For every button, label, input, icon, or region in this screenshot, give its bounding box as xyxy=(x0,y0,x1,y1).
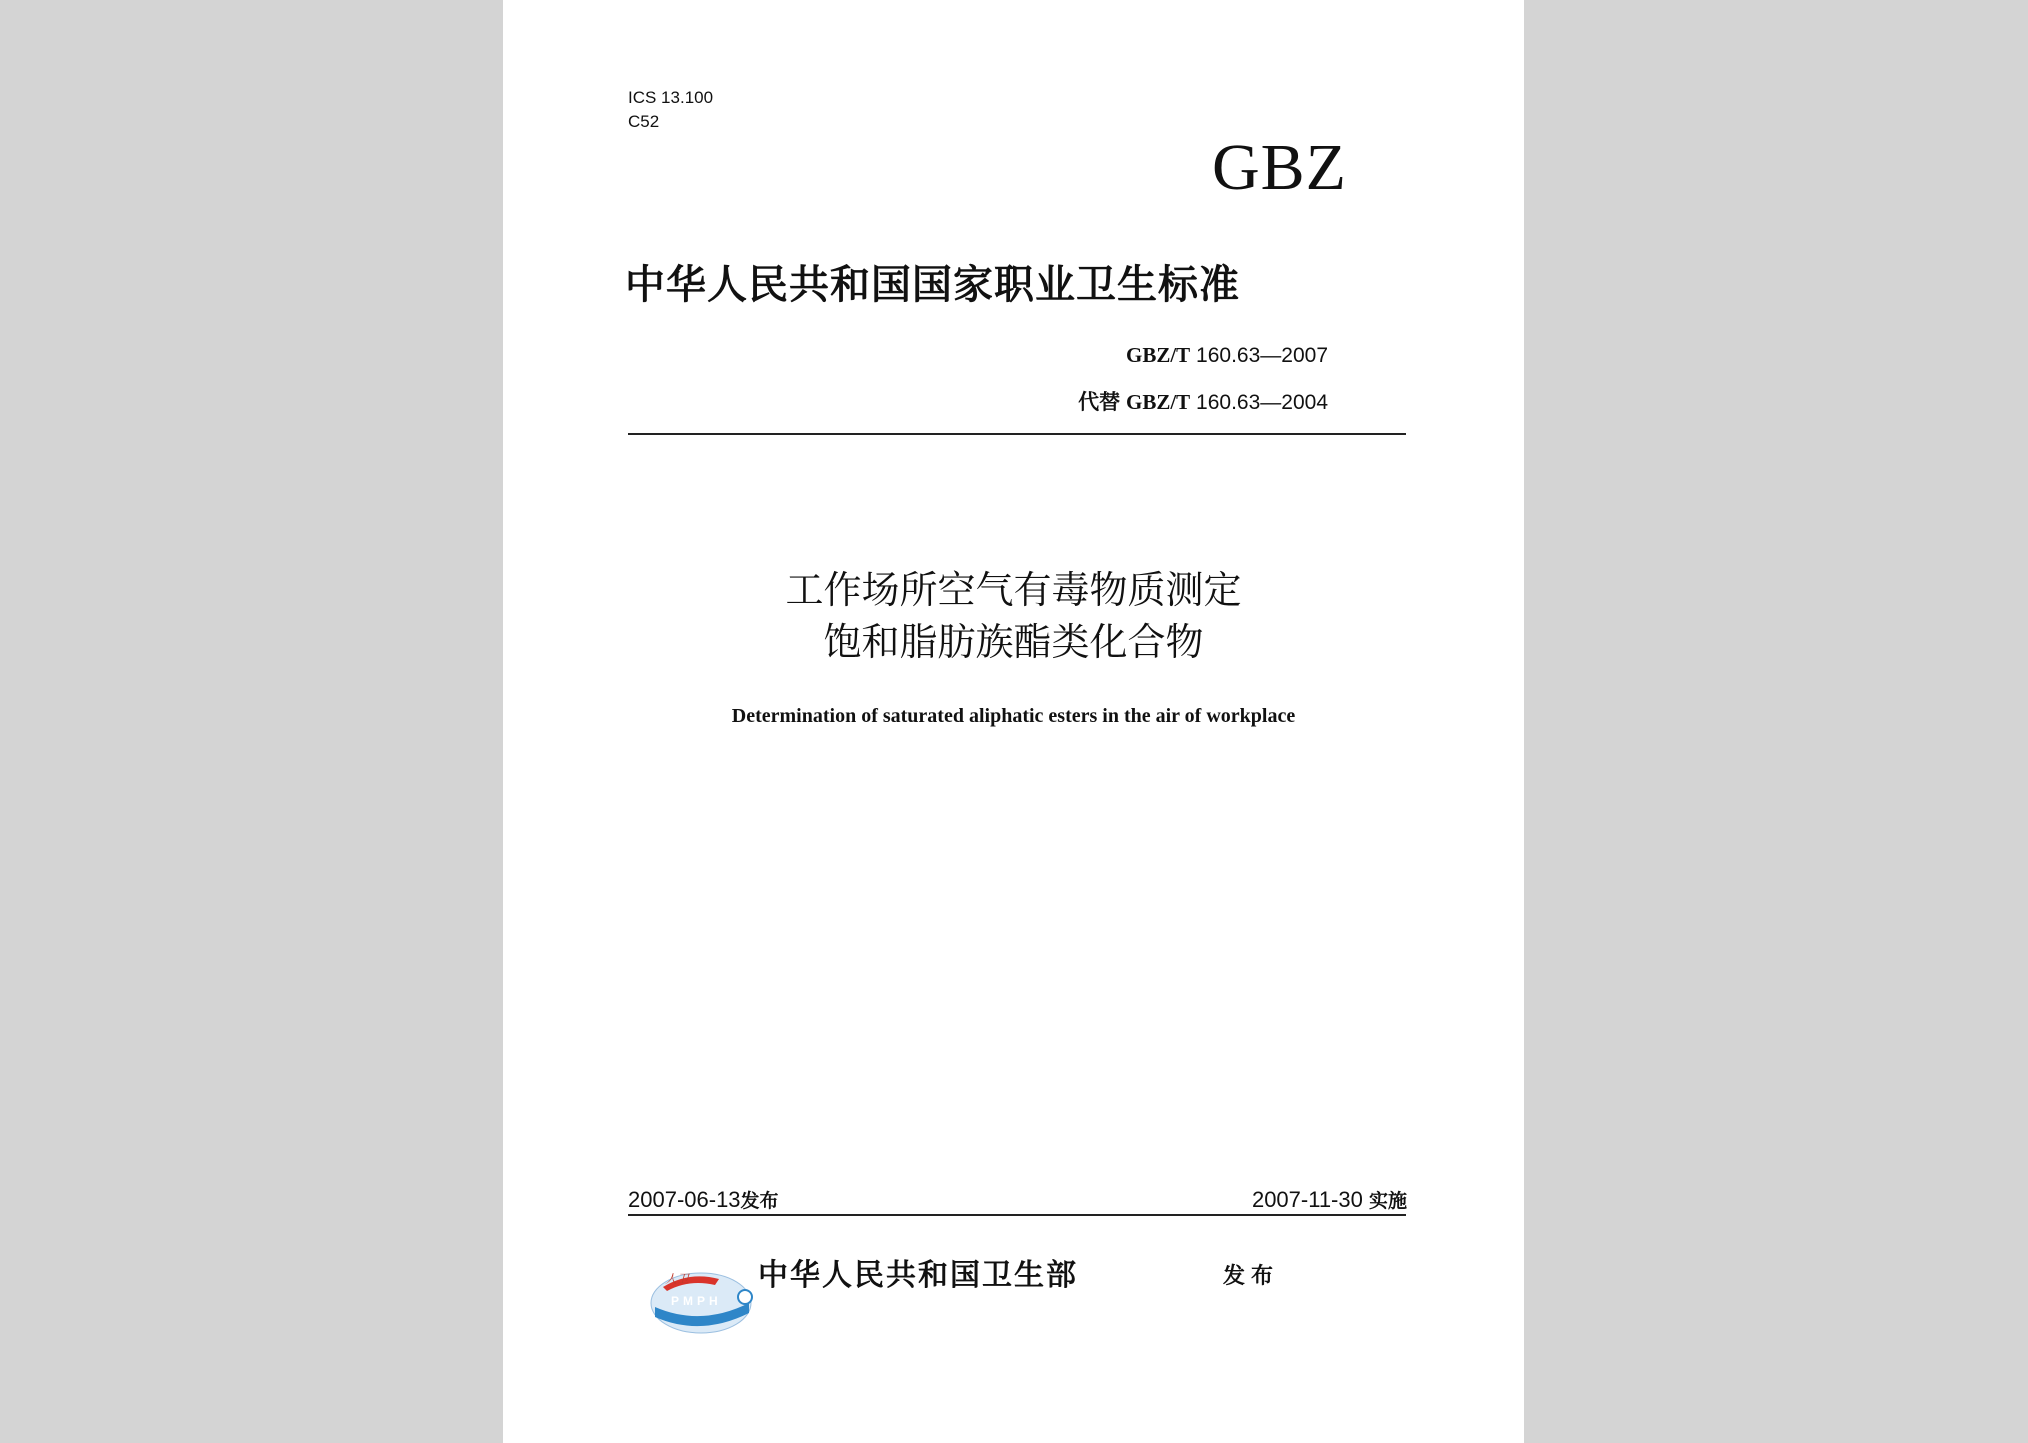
issue-date xyxy=(628,1186,779,1215)
implementation-date-suffix: 实施 xyxy=(1368,1190,1407,1212)
title-en: Determination of saturated aliphatic esters in the air of workplace xyxy=(731,705,1296,727)
issuing-authority: 中华人民共和国卫生部 xyxy=(758,1258,1078,1293)
logo-text: PMPH xyxy=(671,1294,722,1308)
ccs-code: C52 xyxy=(628,112,660,131)
title-zh-line-2: 饱和脂肪族酯类化合物 xyxy=(823,620,1204,664)
issue-date-value: 2007-06-13 xyxy=(628,1187,741,1212)
logo-script: 人卫 xyxy=(665,1272,690,1286)
series-mark: GBZ xyxy=(1212,131,1347,204)
publisher-logo-icon xyxy=(649,1257,757,1335)
title-zh-line-1: 工作场所空气有毒物质测定 xyxy=(785,568,1242,612)
replaces-prefix: 代替 xyxy=(1078,390,1121,414)
ics-code: ICS 13.100 xyxy=(628,88,714,107)
replaces-code-label: GBZ/T xyxy=(1126,390,1191,414)
issuing-action: 发布 xyxy=(1223,1264,1280,1289)
standard-code-label: GBZ/T xyxy=(1126,343,1191,367)
footer-divider xyxy=(628,1214,1406,1216)
implementation-date-value: 2007-11-30 xyxy=(1251,1187,1363,1212)
standard-code-number: 160.63—2007 xyxy=(1196,344,1328,367)
replaced-standard-number xyxy=(1078,388,1328,417)
classification-codes xyxy=(628,86,713,134)
header-divider xyxy=(628,433,1406,435)
standard-number xyxy=(1126,341,1328,370)
issue-date-suffix: 发布 xyxy=(740,1190,779,1212)
replaces-code-number: 160.63—2004 xyxy=(1196,391,1328,414)
document-page xyxy=(503,0,1524,1443)
standard-category-title: 中华人民共和国国家职业卫生标准 xyxy=(625,261,1240,308)
implementation-date xyxy=(1252,1186,1407,1215)
